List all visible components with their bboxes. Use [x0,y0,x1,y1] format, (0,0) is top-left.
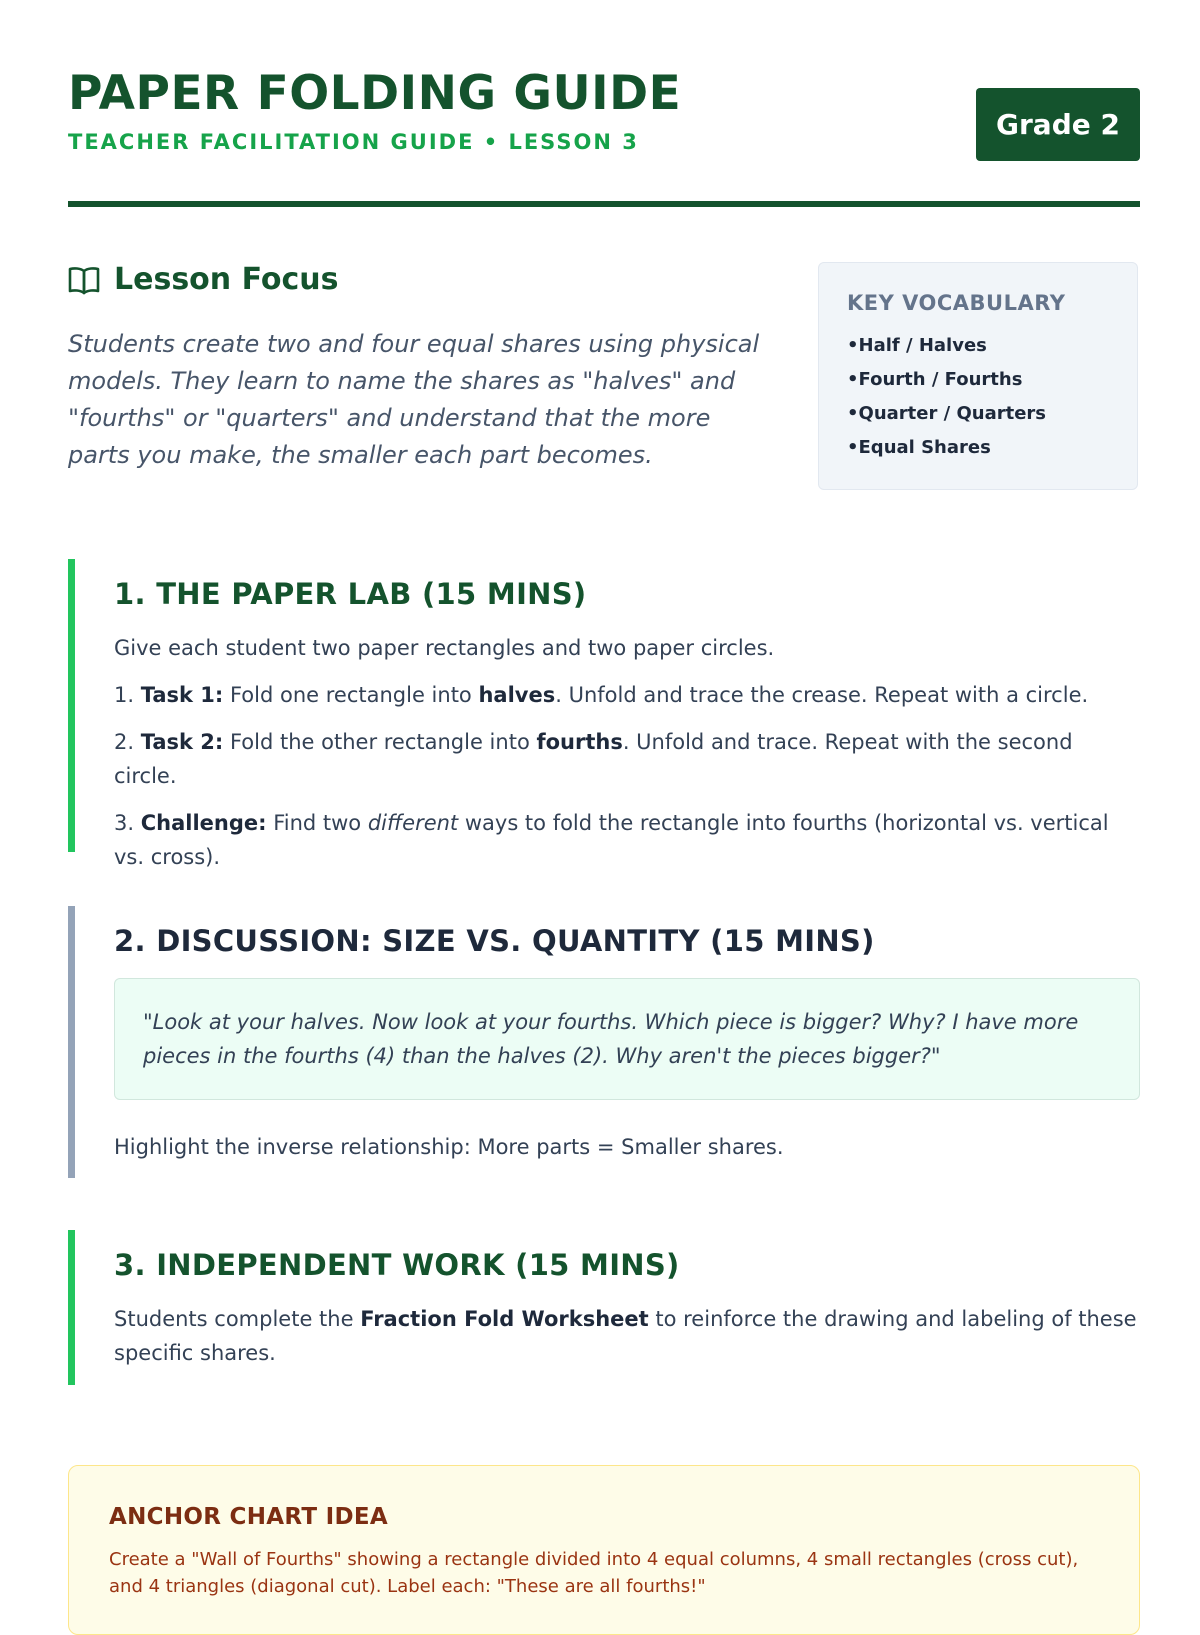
anchor-chart-title: ANCHOR CHART IDEA [109,1504,389,1530]
independent-work-text: Students complete the Fraction Fold Worksheet to reinforce the drawing and labeling of these specific shares. [114,1307,1137,1365]
discussion-section [68,906,1140,1178]
discussion-quote: "Look at your halves. Now look at your fourths. Which piece is bigger? Why? I have more pieces in the fourths (4) than the halves (2). Why aren't the pieces bigger?" [114,978,1140,1100]
key-term: halves [478,683,556,707]
lesson-focus-text: Students create two and four equal shares using physical models. They learn to name the shares as "halves" and "fourths" or "quarters" and understand that the more parts you make, the smaller each part becomes. [68,330,760,469]
key-vocabulary-box [818,262,1138,490]
discussion-note: Highlight the inverse relationship: More parts = Smaller shares. [114,1135,784,1159]
grade-badge: Grade 2 [976,88,1140,161]
task-label: Challenge: [140,811,267,835]
page-title: PAPER FOLDING GUIDE [68,66,682,121]
section-heading: 3. INDEPENDENT WORK (15 MINS) [114,1248,680,1282]
task-label: Task 2: [140,730,224,754]
open-book-icon [68,265,100,295]
anchor-chart-text: Create a "Wall of Fourths" showing a rectangle divided into 4 equal columns, 4 small rectangles (cross cut), and 4 triangles (diagonal cut). Label each: "These are all fourths!" [109,1549,1079,1597]
task-step-2: 2. Task 2: Fold the other rectangle into fourths. Unfold and trace. Repeat with the second circle. [114,730,1073,788]
task-label: Task 1: [140,683,224,707]
section-accent-bar [68,906,75,1178]
header-divider [68,201,1140,207]
worksheet-name: Fraction Fold Worksheet [360,1307,649,1331]
lesson-focus-title: Lesson Focus [114,262,339,297]
vocabulary-item: • Half / Halves [847,329,1109,363]
vocabulary-item: • Fourth / Fourths [847,363,1109,397]
task-step-3: 3. Challenge: Find two different ways to fold the rectangle into fourths (horizontal vs. vertical vs. cross). [114,811,1109,869]
anchor-chart-box [68,1465,1140,1635]
page-subtitle: TEACHER FACILITATION GUIDE • LESSON 3 [68,130,639,154]
independent-work-section [68,1230,1140,1385]
task-step-1: 1. Task 1: Fold one rectangle into halves. Unfold and trace the crease. Repeat with a circle. [114,683,1089,707]
vocabulary-title: KEY VOCABULARY [847,291,1066,315]
section-heading: 1. THE PAPER LAB (15 MINS) [114,577,587,611]
vocabulary-list [847,329,1109,465]
section-accent-bar [68,1230,75,1385]
section-intro: Give each student two paper rectangles and two paper circles. [114,636,775,660]
emphasis-term: different [367,811,459,835]
vocabulary-item: • Quarter / Quarters [847,397,1109,431]
section-heading: 2. DISCUSSION: SIZE VS. QUANTITY (15 MINS) [114,924,875,958]
lesson-focus-heading [68,262,338,297]
key-term: fourths [536,730,623,754]
section-accent-bar [68,559,75,852]
vocabulary-item: • Equal Shares [847,431,1109,465]
paper-lab-section [68,559,1140,869]
